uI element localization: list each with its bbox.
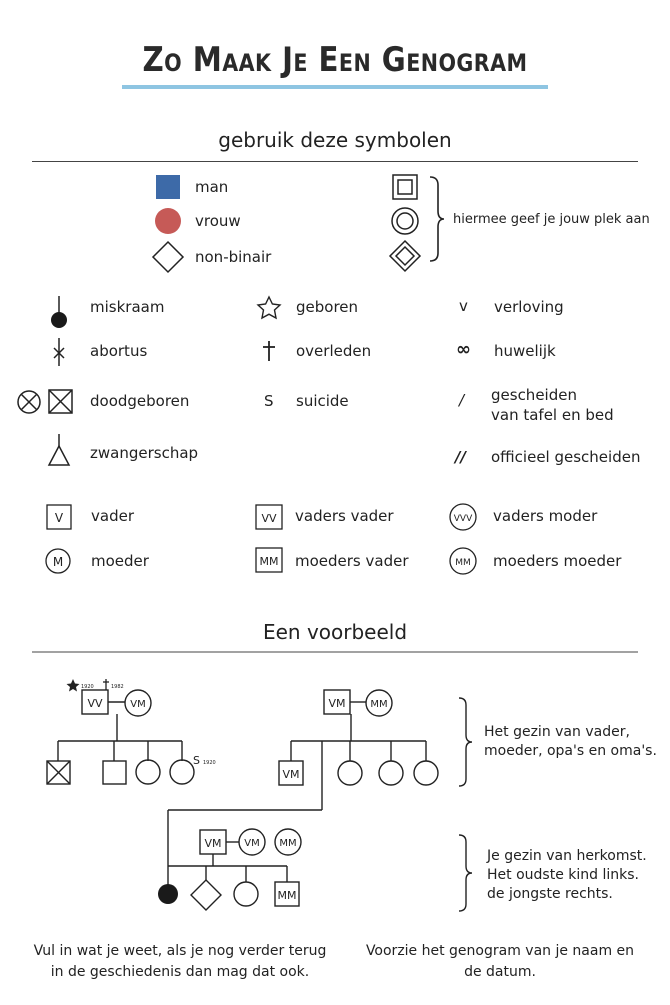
- tree-vm-child: VM: [282, 768, 300, 781]
- man-symbol: [156, 175, 180, 199]
- section-heading-symbols: gebruik deze symbolen: [218, 128, 452, 152]
- label-vrouw: vrouw: [195, 212, 241, 230]
- note1-line1: Het gezin van vader,: [484, 724, 630, 740]
- double-slash-glyph: //: [455, 448, 466, 466]
- label-vader: vader: [91, 507, 134, 525]
- tree-vm-mother: VM: [244, 838, 260, 849]
- brace: [430, 177, 444, 261]
- footer-left-line2: in de geschiedenis dan mag dat ook.: [50, 964, 310, 980]
- moeders-vader-code: MM: [259, 555, 279, 568]
- moeders-moeder-code: MM: [455, 558, 471, 568]
- self-male-symbol: [393, 175, 417, 199]
- vaders-vader-code: VV: [261, 512, 277, 525]
- star-icon: [67, 679, 80, 692]
- suicide-glyph: S: [264, 392, 274, 410]
- label-officieel-gescheiden: officieel gescheiden: [491, 448, 641, 466]
- footer-right: [350, 941, 650, 983]
- note2-line2: Het oudste kind links.: [487, 867, 639, 883]
- tree-vv: VV: [87, 697, 103, 710]
- label-doodgeboren: doodgeboren: [90, 392, 190, 410]
- self-female-symbol: [392, 208, 418, 234]
- label-van-tafel-en-bed: van tafel en bed: [491, 406, 614, 424]
- suicide-mark: S: [193, 754, 200, 767]
- note-family-of-parents: [484, 723, 657, 761]
- vaders-moder-code: VVV: [453, 514, 473, 524]
- label-geboren: geboren: [296, 298, 359, 316]
- footer-left: [20, 941, 340, 983]
- footer-right-line1: Voorzie het genogram van je naam en: [365, 943, 635, 959]
- label-moeder: moeder: [91, 552, 149, 570]
- label-abortus: abortus: [90, 342, 148, 360]
- genogram-example: [47, 690, 472, 911]
- label-verloving: verloving: [494, 298, 564, 316]
- label-vaders-vader: vaders vader: [295, 507, 394, 525]
- non-binair-symbol: [153, 242, 183, 272]
- miskraam-symbol: [51, 312, 67, 328]
- tree-vm-left: VM: [130, 699, 146, 710]
- label-suicide: suicide: [296, 392, 349, 410]
- label-non-binair: non-binair: [195, 248, 272, 266]
- vrouw-symbol: [155, 208, 181, 234]
- infinity-icon: ∞: [456, 339, 471, 360]
- self-nonbinary-symbol: [390, 241, 420, 271]
- label-huwelijk: huwelijk: [494, 342, 556, 360]
- label-gescheiden: gescheiden: [491, 386, 577, 404]
- suicide-year: 1920: [203, 760, 216, 766]
- note-family-of-origin: [487, 847, 647, 904]
- label-vaders-moder: vaders moder: [493, 507, 598, 525]
- footer-right-line2: de datum.: [464, 964, 536, 980]
- star-icon: [258, 297, 280, 318]
- tree-mm-child: MM: [277, 889, 297, 902]
- self-filled-circle: [158, 884, 178, 904]
- label-man: man: [195, 178, 229, 196]
- label-overleden: overleden: [296, 342, 372, 360]
- label-miskraam: miskraam: [90, 298, 165, 316]
- tree-vm-right: VM: [328, 697, 346, 710]
- tree-vm-parent: VM: [204, 837, 222, 850]
- note2-line1: Je gezin van herkomst.: [487, 848, 647, 864]
- label-moeders-moeder: moeders moeder: [493, 552, 622, 570]
- label-zwangerschap: zwangerschap: [90, 444, 199, 462]
- death-year: 1982: [111, 684, 124, 690]
- tree-mm-mother: MM: [279, 838, 297, 849]
- page-title: Zo Maak Je Een Genogram: [142, 40, 528, 80]
- moeder-code: M: [52, 555, 64, 569]
- note2-line3: de jongste rechts.: [487, 886, 613, 902]
- note1-line2: moeder, opa's en oma's.: [484, 743, 657, 759]
- slash-glyph: /: [459, 391, 465, 409]
- footer-left-line1: Vul in wat je weet, als je nog verder terug: [33, 943, 327, 959]
- born-year: 1920: [81, 684, 94, 690]
- tree-mm-right: MM: [370, 699, 388, 710]
- self-note: hiermee geef je jouw plek aan: [453, 212, 650, 227]
- label-moeders-vader: moeders vader: [295, 552, 409, 570]
- verloving-glyph: v: [459, 297, 468, 315]
- zwangerschap-symbol: [49, 446, 69, 465]
- section-heading-example: Een voorbeeld: [262, 620, 408, 644]
- vader-code: V: [54, 511, 64, 525]
